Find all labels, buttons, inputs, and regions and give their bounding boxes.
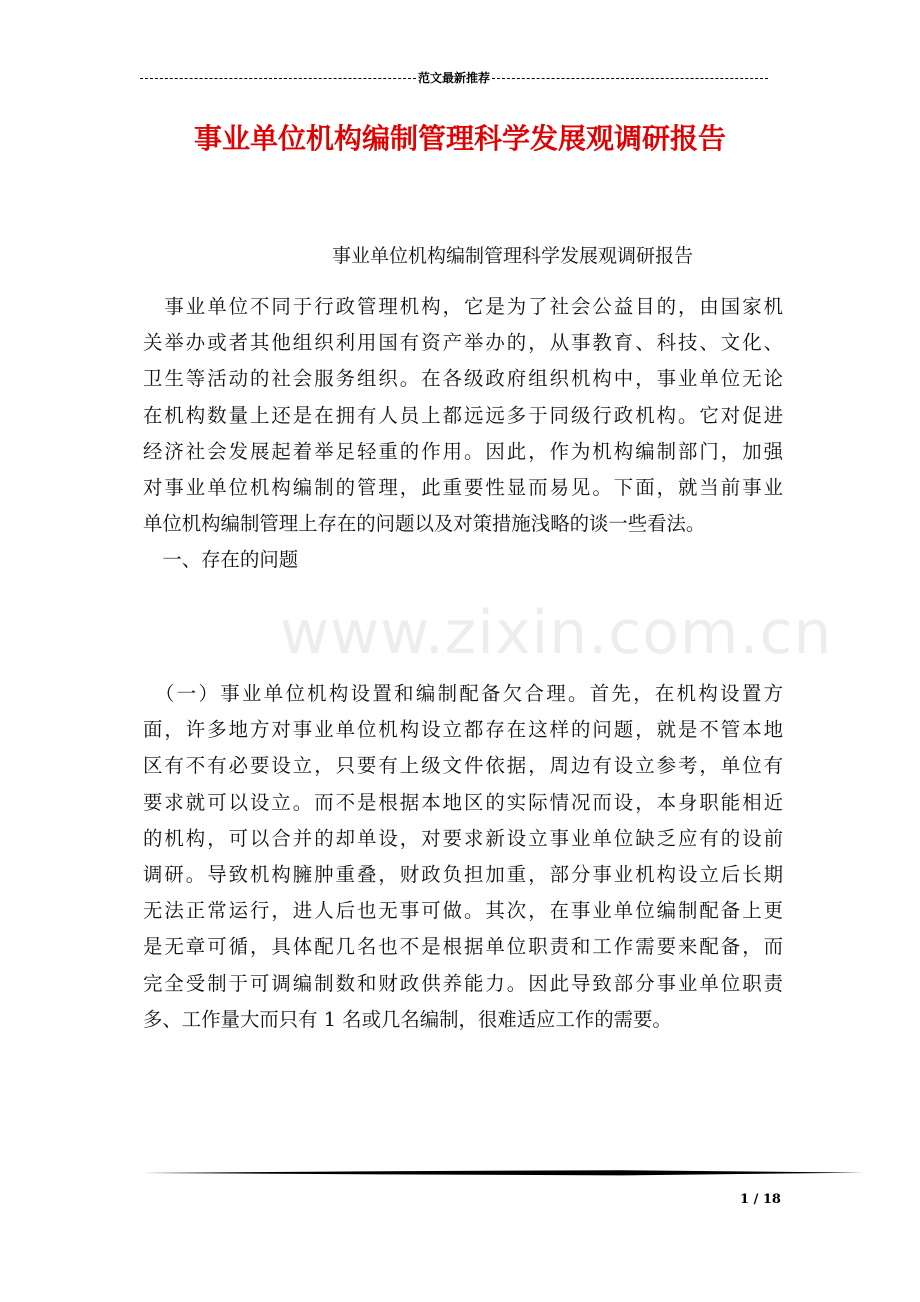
paragraph-line: 调研。导致机构臃肿重叠，财政负担加重，部分事业机构设立后长期 — [143, 862, 783, 886]
watermark-text: www.zixin.com.cn — [280, 598, 833, 668]
paragraph-line: 面，许多地方对事业单位机构设立都存在这样的问题，就是不管本地 — [143, 718, 783, 742]
paragraph-line: 无法正常运行，进人后也无事可做。其次，在事业单位编制配备上更 — [143, 899, 783, 923]
document-subtitle: 事业单位机构编制管理科学发展观调研报告 — [332, 245, 694, 267]
paragraph-line: 关举办或者其他组织利用国有资产举办的，从事教育、科技、文化、 — [143, 331, 783, 355]
paragraph-line: 完全受制于可调编制数和财政供养能力。因此导致部分事业单位职责 — [143, 971, 783, 995]
paragraph-line: 是无章可循，具体配几名也不是根据单位职责和工作需要来配备，而 — [143, 935, 783, 959]
paragraph-issue-1 — [143, 676, 783, 1038]
section-heading: 一、存在的问题 — [143, 548, 299, 572]
paragraph-line: 卫生等活动的社会服务组织。在各级政府组织机构中，事业单位无论 — [143, 367, 783, 391]
paragraph-line: 多、工作量大而只有 1 名或几名编制，很难适应工作的需要。 — [143, 1007, 672, 1031]
paragraph-intro — [143, 289, 783, 579]
paragraph-line: 单位机构编制管理上存在的问题以及对策措施浅略的谈一些看法。 — [143, 512, 706, 536]
paragraph-line: 经济社会发展起着举足轻重的作用。因此，作为机构编制部门，加强 — [143, 439, 783, 463]
paragraph-line: 区有不有必要设立，只要有上级文件依据，周边有设立参考，单位有 — [143, 754, 783, 778]
footer-rule — [142, 1170, 864, 1176]
paragraph-line: 对事业单位机构编制的管理，此重要性显而易见。下面，就当前事业 — [143, 475, 783, 499]
page-number: 1 / 18 — [740, 1192, 781, 1207]
paragraph-line: （一）事业单位机构设置和编制配备欠合理。首先，在机构设置方 — [143, 682, 783, 705]
page-header — [140, 68, 768, 86]
paragraph-line: 在机构数量上还是在拥有人员上都远远多于同级行政机构。它对促进 — [143, 403, 783, 427]
paragraph-line: 事业单位不同于行政管理机构，它是为了社会公益目的，由国家机 — [143, 295, 783, 318]
paragraph-line: 要求就可以设立。而不是根据本地区的实际情况而设，本身职能相近 — [143, 790, 783, 814]
header-dash-right — [492, 78, 768, 79]
header-dash-left — [140, 78, 416, 79]
document-title: 事业单位机构编制管理科学发展观调研报告 — [193, 122, 726, 155]
header-label: 范文最新推荐 — [418, 70, 491, 85]
paragraph-line: 的机构，可以合并的却单设，对要求新设立事业单位缺乏应有的设前 — [143, 826, 783, 850]
